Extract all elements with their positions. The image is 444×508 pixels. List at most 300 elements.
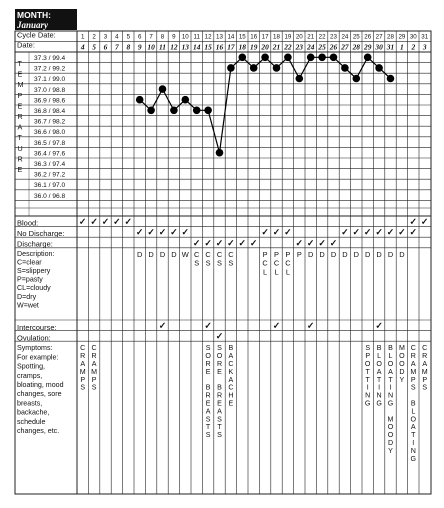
cycle-day-number: 22 <box>318 33 326 41</box>
symptom-letter: E <box>205 367 211 376</box>
symptom-letter: G <box>410 454 417 463</box>
symptom-letter: M <box>398 344 405 353</box>
date-number: 29 <box>364 42 372 52</box>
date-number: 16 <box>215 42 224 52</box>
description-code-letter: C <box>216 249 223 259</box>
no-discharge-check: ✓ <box>284 227 292 238</box>
cycle-date-label: Cycle Date: <box>17 30 56 40</box>
symptom-letter: C <box>228 383 234 392</box>
side-letter: T <box>17 59 22 68</box>
description-code-letter: L <box>263 267 268 277</box>
no-discharge-check: ✓ <box>158 227 167 238</box>
symptom-letter: N <box>410 446 416 455</box>
description-code-letter: S <box>194 258 200 268</box>
symptom-letter: R <box>422 352 428 361</box>
symptom-letter: S <box>205 415 211 424</box>
temperature-point <box>136 96 144 104</box>
symptom-letter: O <box>387 431 394 440</box>
description-code-letter: C <box>285 258 291 268</box>
discharge-check: ✓ <box>215 237 224 248</box>
symptom-letter: M <box>421 367 428 376</box>
symptom-letter: S <box>422 383 428 392</box>
symptom-letter: L <box>411 407 416 416</box>
symptom-letter: N <box>365 391 371 400</box>
symptom-letter: M <box>91 367 98 376</box>
intercourse-check: ✓ <box>158 320 167 331</box>
description-code-letter: D <box>376 249 382 259</box>
symptoms-legend-line: changes, etc. <box>17 427 60 435</box>
cycle-day-number: 5 <box>126 33 131 41</box>
temperature-point <box>261 54 269 62</box>
discharge-check: ✓ <box>204 237 212 248</box>
symptoms-legend-line: Spotting, <box>17 362 46 371</box>
date-number: 6 <box>103 42 108 52</box>
symptom-letter: A <box>410 360 416 368</box>
cycle-day-number: 15 <box>238 33 246 41</box>
symptom-letter: T <box>365 375 370 384</box>
cycle-day-number: 29 <box>398 33 406 41</box>
symptom-letter: S <box>205 431 211 440</box>
discharge-check: ✓ <box>227 237 235 248</box>
symptom-letter: A <box>80 360 86 368</box>
symptom-letter: B <box>205 383 211 392</box>
date-number: 4 <box>80 42 85 52</box>
symptom-letter: A <box>228 375 234 384</box>
description-code-letter: D <box>365 249 371 259</box>
symptom-letter: C <box>410 344 416 353</box>
symptoms-legend-line: bloating, mood <box>17 381 64 389</box>
side-letter: E <box>17 101 23 111</box>
temperature-scale-label: 36.2 / 97.2 <box>34 171 66 179</box>
symptom-letter: C <box>91 344 97 353</box>
temperature-scale-label: 36.6 / 98.0 <box>34 129 66 137</box>
symptom-letter: A <box>388 367 393 376</box>
date-number: 14 <box>193 42 201 52</box>
symptom-letter: D <box>399 367 405 376</box>
no-discharge-check: ✓ <box>147 227 155 238</box>
symptom-letter: R <box>205 391 211 400</box>
symptom-letter: O <box>387 423 394 432</box>
symptom-letter: S <box>410 383 416 392</box>
temperature-point <box>250 64 258 72</box>
symptom-letter: O <box>387 360 394 368</box>
symptom-letter: T <box>217 423 222 432</box>
temperature-point <box>170 107 178 115</box>
symptom-letter: O <box>364 360 371 368</box>
description-code-letter: D <box>399 249 405 259</box>
symptoms-legend-line: For example: <box>17 353 59 362</box>
blood-check: ✓ <box>78 216 87 227</box>
symptoms-legend-line: Symptoms: <box>17 344 53 353</box>
discharge-check: ✓ <box>329 237 338 248</box>
blood-check: ✓ <box>113 216 121 227</box>
cycle-day-number: 13 <box>216 33 223 41</box>
description-code-letter: S <box>217 258 222 268</box>
date-number: 28 <box>352 42 360 52</box>
symptom-letter: S <box>217 415 222 424</box>
temperature-scale-label: 37.3 / 99.4 <box>34 55 66 62</box>
blood-check: ✓ <box>409 216 418 227</box>
symptom-letter: P <box>365 352 371 361</box>
description-code-letter: L <box>285 267 290 277</box>
symptom-letter: R <box>216 391 223 400</box>
temperature-point <box>227 64 235 72</box>
symptom-letter: I <box>412 439 415 447</box>
description-code-letter: D <box>137 249 143 259</box>
symptom-letter: R <box>80 352 86 361</box>
symptom-letter: B <box>217 383 222 392</box>
discharge-check: ✓ <box>306 237 315 248</box>
symptom-letter: I <box>389 383 392 392</box>
no-discharge-check: ✓ <box>272 227 281 238</box>
date-number: 20 <box>261 42 269 52</box>
symptom-letter: A <box>376 367 382 376</box>
temperature-point <box>307 54 315 62</box>
description-code-letter: S <box>205 258 211 268</box>
symptom-letter: L <box>388 352 393 361</box>
symptom-letter: S <box>365 344 371 353</box>
temperature-scale-label: 36.7 / 98.2 <box>34 118 66 126</box>
description-code-letter: W <box>181 249 189 259</box>
symptom-letter: P <box>91 375 97 384</box>
month-value: January <box>17 20 49 30</box>
no-discharge-check: ✓ <box>341 227 349 238</box>
description-code-letter: D <box>159 249 166 259</box>
symptoms-legend-line: changes, sore <box>17 390 62 399</box>
symptom-letter: M <box>387 415 394 424</box>
symptom-letter: K <box>228 367 234 376</box>
symptom-letter: O <box>205 352 211 361</box>
symptom-letter: C <box>422 344 428 353</box>
temperature-point <box>193 107 201 115</box>
cycle-day-number: 26 <box>364 33 372 41</box>
date-number: 1 <box>400 42 404 52</box>
temperature-point <box>147 107 155 115</box>
cycle-day-number: 20 <box>295 33 303 41</box>
symptom-letter: C <box>228 360 234 368</box>
symptom-letter: P <box>80 375 86 384</box>
cycle-day-number: 6 <box>137 33 142 41</box>
date-number: 27 <box>341 42 349 52</box>
date-number: 31 <box>386 42 395 52</box>
temperature-point <box>353 75 361 83</box>
no-discharge-check: ✓ <box>170 227 178 238</box>
symptom-letter: S <box>217 431 222 440</box>
temperature-scale-label: 36.5 / 97.8 <box>34 139 66 147</box>
symptom-letter: A <box>91 360 97 368</box>
cycle-day-number: 3 <box>103 33 108 41</box>
description-code-letter: D <box>342 249 348 259</box>
no-discharge-label: No Discharge: <box>17 229 65 238</box>
blood-label: Blood: <box>17 218 39 228</box>
side-letter: U <box>17 143 23 153</box>
symptom-letter: M <box>410 367 417 376</box>
temperature-scale-label: 36.0 / 96.8 <box>34 192 66 200</box>
symptom-letter: R <box>205 360 211 368</box>
side-letter: M <box>17 80 24 90</box>
symptom-letter: G <box>376 399 382 408</box>
symptom-letter: T <box>365 367 370 376</box>
temperature-point <box>364 54 372 62</box>
cycle-day-number: 28 <box>387 33 394 41</box>
symptom-letter: E <box>228 399 234 408</box>
date-number: 9 <box>137 42 142 52</box>
symptom-letter: T <box>205 423 211 432</box>
no-discharge-check: ✓ <box>363 227 372 238</box>
discharge-check: ✓ <box>295 237 304 248</box>
symptom-letter: B <box>228 344 234 353</box>
symptom-letter: E <box>217 367 222 376</box>
intercourse-check: ✓ <box>272 320 281 331</box>
description-code-letter: D <box>353 249 359 259</box>
symptom-letter: R <box>216 360 223 368</box>
no-discharge-check: ✓ <box>135 227 144 238</box>
discharge-label: Discharge: <box>17 239 53 249</box>
cycle-day-number: 27 <box>375 33 383 41</box>
cycle-day-number: 4 <box>115 33 119 41</box>
symptom-letter: D <box>387 439 394 447</box>
date-number: 17 <box>227 42 235 52</box>
temperature-point <box>216 149 224 157</box>
symptoms-legend-line: schedule <box>17 417 46 426</box>
symptom-letter: B <box>376 344 382 353</box>
temperature-point <box>318 54 326 62</box>
description-legend-line: CL=cloudy <box>17 284 51 293</box>
description-code-letter: C <box>273 258 280 268</box>
description-code-letter: D <box>330 249 337 259</box>
symptom-letter: I <box>378 383 381 392</box>
cycle-day-number: 24 <box>341 33 349 41</box>
symptom-letter: O <box>376 360 382 368</box>
date-number: 23 <box>295 42 303 52</box>
symptom-letter: R <box>410 352 416 361</box>
symptom-letter: A <box>217 407 222 416</box>
date-number: 18 <box>238 42 246 52</box>
temperature-point <box>296 75 304 83</box>
no-discharge-check: ✓ <box>409 227 418 238</box>
description-code-letter: D <box>148 249 154 259</box>
cycle-day-number: 23 <box>330 33 337 41</box>
temperature-scale-label: 37.2 / 99.2 <box>34 65 66 73</box>
discharge-check: ✓ <box>238 237 247 248</box>
blood-check: ✓ <box>420 216 429 227</box>
description-code-letter: S <box>228 258 234 268</box>
date-number: 25 <box>318 42 326 52</box>
description-code-letter: P <box>285 249 291 259</box>
date-number: 13 <box>181 42 189 52</box>
description-legend-line: S=slippery <box>17 267 51 275</box>
date-number: 26 <box>329 42 338 52</box>
symptom-letter: E <box>205 399 211 408</box>
no-discharge-check: ✓ <box>398 227 406 238</box>
temperature-scale-label: 37.0 / 98.8 <box>34 86 66 94</box>
cycle-day-number: 31 <box>421 33 429 41</box>
temperature-point <box>273 64 281 72</box>
date-number: 19 <box>250 42 258 52</box>
blood-check: ✓ <box>90 216 98 227</box>
symptom-letter: O <box>216 352 223 361</box>
side-letter: P <box>17 90 23 100</box>
date-number: 7 <box>115 42 119 52</box>
intercourse-check: ✓ <box>306 320 315 331</box>
date-number: 12 <box>170 42 178 52</box>
no-discharge-check: ✓ <box>261 227 269 238</box>
symptom-letter: T <box>411 431 416 440</box>
date-label: Date: <box>17 40 35 50</box>
symptom-letter: P <box>410 375 416 384</box>
description-code-letter: D <box>387 249 394 259</box>
symptoms-legend-line: breasts, <box>17 399 43 408</box>
temperature-scale-label: 36.4 / 97.6 <box>34 150 66 158</box>
cycle-day-number: 17 <box>261 33 269 41</box>
symptom-letter: O <box>399 360 405 368</box>
temperature-point <box>182 96 190 104</box>
cycle-day-number: 16 <box>250 33 258 41</box>
description-code-letter: C <box>205 249 211 259</box>
side-letter: T <box>17 133 22 143</box>
symptom-letter: L <box>377 352 382 361</box>
temperature-point <box>341 64 349 72</box>
cycle-day-number: 18 <box>273 33 280 41</box>
symptom-letter: O <box>410 415 417 424</box>
description-legend-line: W=wet <box>17 301 39 310</box>
blood-check: ✓ <box>101 216 110 227</box>
cycle-day-number: 12 <box>204 33 212 41</box>
cycle-day-number: 25 <box>352 33 360 41</box>
ovulation-check: ✓ <box>215 331 224 342</box>
side-letter: E <box>17 69 23 79</box>
discharge-check: ✓ <box>318 237 326 248</box>
description-code-letter: D <box>171 249 177 259</box>
intercourse-check: ✓ <box>375 320 383 331</box>
side-letter: E <box>17 165 23 174</box>
symptom-letter: S <box>217 344 222 353</box>
temperature-scale-label: 36.1 / 97.0 <box>34 182 66 190</box>
description-code-letter: P <box>296 249 302 259</box>
temperature-scale-label: 36.3 / 97.4 <box>34 161 66 168</box>
intercourse-label: Intercourse: <box>17 323 57 332</box>
cycle-day-number: 7 <box>149 33 153 41</box>
date-number: 3 <box>422 42 427 52</box>
cycle-day-number: 1 <box>80 33 85 41</box>
discharge-check: ✓ <box>249 237 258 248</box>
date-number: 21 <box>272 42 281 52</box>
symptom-letter: T <box>376 375 382 384</box>
description-code-letter: P <box>274 249 279 259</box>
description-legend-line: Description: <box>17 249 55 258</box>
symptom-letter: R <box>91 352 97 361</box>
symptom-letter: H <box>228 391 234 400</box>
temperature-point <box>330 54 338 62</box>
description-code-letter: C <box>262 258 268 268</box>
symptom-letter: N <box>387 391 394 400</box>
symptom-letter: G <box>387 399 394 408</box>
symptom-letter: S <box>80 383 86 392</box>
cycle-day-number: 10 <box>181 33 189 41</box>
date-number: 22 <box>284 42 292 52</box>
side-letter: A <box>17 122 23 132</box>
no-discharge-check: ✓ <box>181 227 190 238</box>
date-number: 5 <box>92 42 96 52</box>
date-number: 30 <box>375 42 383 52</box>
description-code-letter: D <box>319 249 325 259</box>
symptom-letter: S <box>91 383 97 392</box>
temperature-point <box>284 54 292 62</box>
symptom-letter: B <box>410 399 416 408</box>
symptom-letter: S <box>205 344 211 353</box>
symptoms-legend-line: cramps, <box>17 371 43 380</box>
symptom-letter: Y <box>399 375 405 384</box>
symptom-letter: Y <box>388 446 393 455</box>
symptom-letter: A <box>410 423 416 432</box>
symptom-letter: I <box>366 383 369 392</box>
symptom-letter: G <box>364 399 371 408</box>
temperature-point <box>204 107 212 115</box>
symptom-letter: M <box>79 367 86 376</box>
date-number: 15 <box>204 42 212 52</box>
description-code-letter: C <box>194 249 200 259</box>
symptom-letter: B <box>388 344 393 353</box>
symptom-letter: P <box>422 375 428 384</box>
symptom-letter: N <box>376 391 382 400</box>
symptom-letter: O <box>399 352 405 361</box>
cycle-day-number: 2 <box>92 33 96 41</box>
temperature-point <box>387 75 395 83</box>
intercourse-check: ✓ <box>204 320 212 331</box>
temperature-point <box>239 54 247 62</box>
no-discharge-check: ✓ <box>386 227 395 238</box>
date-number: 24 <box>307 42 315 52</box>
no-discharge-check: ✓ <box>352 227 361 238</box>
date-number: 2 <box>411 42 416 52</box>
cycle-day-number: 21 <box>307 33 315 41</box>
description-legend-line: P=pasty <box>17 275 43 284</box>
symptom-letter: C <box>80 344 86 353</box>
symptoms-legend-line: backache, <box>17 408 50 417</box>
temperature-point <box>159 85 167 93</box>
temperature-scale-label: 36.9 / 98.6 <box>34 97 66 105</box>
date-number: 8 <box>126 42 131 52</box>
date-number: 11 <box>159 42 166 52</box>
symptom-letter: A <box>228 352 234 361</box>
ovulation-label: Ovulation: <box>17 333 51 343</box>
symptom-letter: A <box>205 407 211 416</box>
description-legend-line: C=clear <box>17 258 42 267</box>
side-letter: R <box>17 112 23 121</box>
no-discharge-check: ✓ <box>375 227 383 238</box>
cycle-day-number: 8 <box>160 33 165 41</box>
cycle-day-number: 14 <box>227 33 235 41</box>
temperature-scale-label: 36.8 / 98.4 <box>34 108 66 115</box>
symptom-letter: T <box>388 375 393 384</box>
date-number: 10 <box>147 42 155 52</box>
symptom-letter: A <box>422 360 428 368</box>
description-code-letter: D <box>308 249 314 259</box>
cycle-day-number: 30 <box>409 33 417 41</box>
blood-check: ✓ <box>124 216 133 227</box>
discharge-check: ✓ <box>192 237 201 248</box>
temperature-point <box>375 64 383 72</box>
description-legend-line: D=dry <box>17 292 37 301</box>
description-code-letter: P <box>262 249 268 259</box>
cycle-day-number: 9 <box>172 33 176 41</box>
temperature-scale-label: 37.1 / 99.0 <box>34 76 66 84</box>
side-letter: R <box>17 154 23 164</box>
description-code-letter: L <box>274 267 279 277</box>
cycle-day-number: 11 <box>193 33 200 41</box>
cycle-day-number: 19 <box>284 33 292 41</box>
description-code-letter: C <box>228 249 234 259</box>
